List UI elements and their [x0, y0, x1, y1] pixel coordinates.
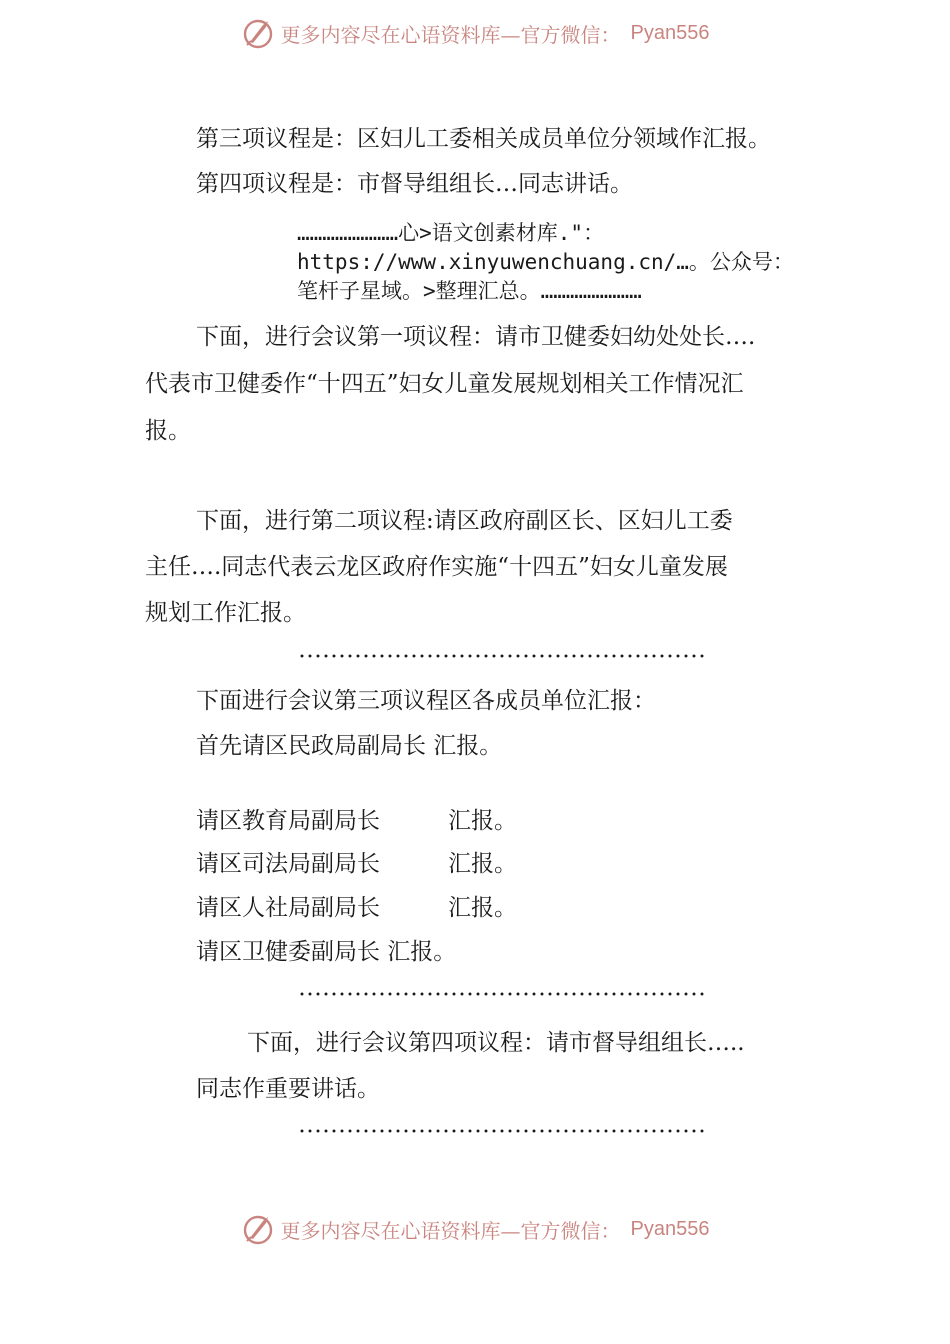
paragraph-second-agenda-line-1: 下面，进行第二项议程:请区政府副区长、区妇儿工委 — [196, 508, 733, 534]
dotted-separator — [298, 654, 704, 660]
watermark-id: Pyan556 — [630, 1217, 710, 1240]
dotted-separator — [298, 992, 704, 998]
paragraph-fourth-agenda-line-1: 下面，进行会议第四项议程：请市督导组组长….. — [247, 1030, 745, 1056]
report-justice-end: 汇报。 — [448, 851, 517, 877]
report-education-name: 请区教育局副局长 — [196, 808, 380, 834]
dotted-separator — [298, 1129, 704, 1135]
header-watermark — [0, 16, 950, 50]
paragraph-second-agenda-line-3: 规划工作汇报。 — [145, 600, 306, 626]
report-health: 请区卫健委副局长 汇报。 — [196, 939, 457, 965]
footer-watermark — [0, 1212, 950, 1246]
report-justice-name: 请区司法局副局长 — [196, 851, 380, 877]
agenda-item-4: 第四项议程是：市督导组组长…同志讲话。 — [196, 171, 633, 197]
quote-line-2: https://www.xinyuwenchuang.cn/…。公众号： — [297, 250, 794, 274]
quote-line-1: ……………………心>语文创素材库."： — [297, 221, 605, 245]
paragraph-fourth-agenda-line-2: 同志作重要讲话。 — [196, 1076, 380, 1102]
quote-line-3: 笔杆子星域。>整理汇总。…………………… — [297, 279, 642, 303]
paragraph-first-agenda-line-3: 报。 — [145, 418, 191, 444]
watermark-text: 更多内容尽在心语资料库—官方微信： — [280, 1218, 621, 1243]
paragraph-second-agenda-line-2: 主任….同志代表云龙区政府作实施“十四五”妇女儿童发展 — [145, 554, 728, 580]
report-education-end: 汇报。 — [448, 808, 517, 834]
pen-logo-icon — [241, 16, 275, 50]
report-hr-end: 汇报。 — [448, 895, 517, 921]
watermark-id: Pyan556 — [630, 21, 710, 44]
report-hr-name: 请区人社局副局长 — [196, 895, 380, 921]
report-civil-affairs: 首先请区民政局副局长 汇报。 — [196, 733, 503, 759]
pen-logo-icon — [241, 1212, 275, 1246]
agenda-item-3: 第三项议程是：区妇儿工委相关成员单位分领域作汇报。 — [196, 126, 771, 152]
watermark-text: 更多内容尽在心语资料库—官方微信： — [280, 22, 621, 47]
paragraph-third-agenda: 下面进行会议第三项议程区各成员单位汇报： — [196, 688, 656, 714]
paragraph-first-agenda-line-2: 代表市卫健委作“十四五”妇女儿童发展规划相关工作情况汇 — [145, 371, 744, 397]
paragraph-first-agenda-line-1: 下面，进行会议第一项议程：请市卫健委妇幼处处长…. — [196, 324, 756, 350]
